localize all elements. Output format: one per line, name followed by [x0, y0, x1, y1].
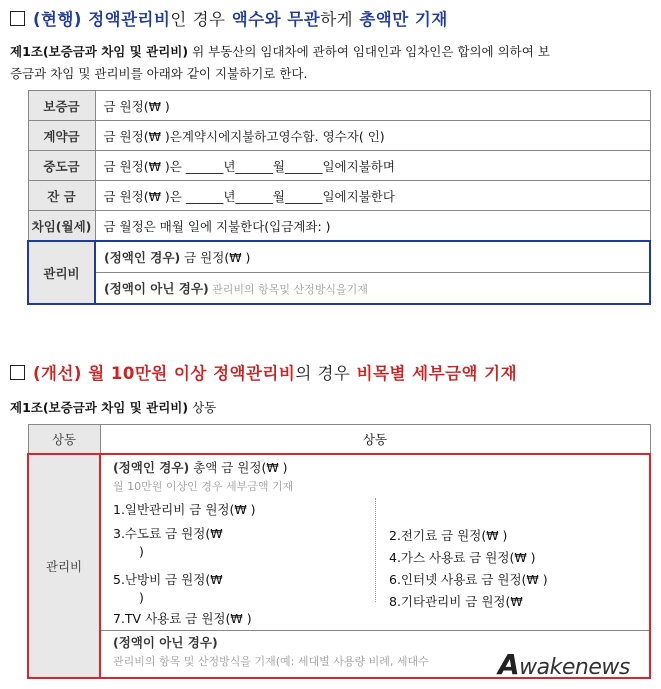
row-value: 금 월정은 매월 일에 지불한다(입금계좌: ) — [95, 211, 650, 242]
table-row — [28, 91, 650, 121]
fee-item: 6.인터넷 사용료 금 원정(₩ ) — [389, 572, 548, 587]
column-divider — [375, 498, 376, 602]
section-heading-current — [10, 6, 448, 30]
heading-emphasis: 액수와 무관 — [231, 10, 321, 29]
logo-letter: A — [498, 648, 520, 681]
table-row-fee — [28, 273, 650, 305]
row-label: 중도금 — [28, 151, 95, 181]
heading-emphasis: 비목별 세부금액 기재 — [356, 364, 518, 383]
fee-fixed-note: 월 10만원 이상인 경우 세부금액 기재 — [113, 480, 294, 493]
clause-text — [10, 397, 216, 419]
fee-label: 관리비 — [28, 241, 95, 304]
fee-notfixed-note: 관리비의 항목및 산정방식을기재 — [208, 283, 368, 296]
heading-term: 월 10만원 이상 정액관리비 — [88, 364, 296, 383]
clause-body: 상동 — [188, 400, 217, 415]
fee-item: 8.기타관리비 금 원정(₩ — [389, 594, 523, 609]
row-value: 금 원정(₩ ) — [95, 91, 650, 121]
checkbox-icon — [10, 11, 25, 26]
awakenews-logo — [498, 648, 630, 681]
row-value: 금 원정(₩ )은 ______년______월______일에지불한다 — [95, 181, 650, 211]
fee-item-paren: ) — [139, 590, 144, 605]
table-row-fee — [28, 454, 650, 631]
row-label: 차임(월세) — [28, 211, 95, 242]
heading-emphasis: 총액만 기재 — [359, 10, 448, 29]
table-row — [28, 121, 650, 151]
logo-text: wakenews — [519, 655, 630, 680]
table-header-row — [28, 425, 650, 455]
fee-item-paren: ) — [139, 544, 144, 559]
heading-tag: (현행) — [33, 10, 82, 29]
fee-notfixed-cell — [95, 273, 650, 305]
table-row-fee — [28, 241, 650, 273]
clause-body: 위 부동산의 임대차에 관하여 임대인과 임차인은 합의에 의하여 보 — [188, 44, 550, 59]
fee-fixed-text: 금 원정(₩ ) — [180, 250, 251, 265]
fee-label: 관리비 — [28, 454, 100, 678]
fee-fixed-cell — [95, 241, 650, 273]
heading-tag: (개선) — [33, 364, 82, 383]
fee-fixed-paren: (정액인 경우) — [104, 250, 181, 265]
fee-notfixed-note: 관리비의 항목 및 산정방식을 기재(예: 세대별 사용량 비례, 세대수 — [113, 655, 429, 668]
row-label: 잔 금 — [28, 181, 95, 211]
fee-notfixed-paren: (정액이 아닌 경우) — [104, 281, 209, 296]
heading-text: 하게 — [320, 10, 354, 29]
fee-item: 4.가스 사용료 금 원정(₩ ) — [389, 550, 536, 565]
row-value: 금 원정(₩ )은계약시에지불하고영수함. 영수자( 인) — [95, 121, 650, 151]
fee-notfixed-paren: (정액이 아닌 경우) — [113, 635, 218, 650]
header-left: 상동 — [28, 425, 100, 455]
checkbox-icon — [10, 365, 25, 380]
payment-table-improved — [27, 424, 651, 679]
fee-fixed-text: 총액 금 원정(₩ ) — [189, 460, 288, 475]
fee-item: 5.난방비 금 원정(₩ — [113, 572, 223, 587]
header-right: 상동 — [100, 425, 650, 455]
fee-item: 2.전기료 금 원정(₩ ) — [389, 528, 508, 543]
row-label: 보증금 — [28, 91, 95, 121]
fee-item: 3.수도료 금 원정(₩ — [113, 526, 223, 541]
clause-title: 제1조(보증금과 차임 및 관리비) — [10, 400, 189, 415]
table-row — [28, 151, 650, 181]
heading-text: 인 경우 — [170, 10, 226, 29]
table-row — [28, 181, 650, 211]
clause-body-line2: 증금과 차임 및 관리비를 아래와 같이 지불하기로 한다. — [10, 66, 308, 81]
fee-item: 7.TV 사용료 금 원정(₩ ) — [113, 611, 252, 626]
fee-fixed-paren: (정액인 경우) — [113, 460, 190, 475]
section-heading-improved — [10, 360, 517, 384]
fee-item: 1.일반관리비 금 원정(₩ ) — [113, 502, 256, 517]
row-value: 금 원정(₩ )은 ______년______월______일에지불하며 — [95, 151, 650, 181]
clause-title: 제1조(보증금과 차임 및 관리비) — [10, 44, 189, 59]
payment-table-current — [27, 90, 651, 305]
fee-fixed-cell — [100, 454, 650, 631]
heading-term: 정액관리비 — [88, 10, 171, 29]
fee-item-grid — [113, 496, 649, 609]
row-label: 계약금 — [28, 121, 95, 151]
table-row — [28, 211, 650, 242]
clause-text — [10, 41, 550, 85]
heading-text: 의 경우 — [295, 364, 351, 383]
